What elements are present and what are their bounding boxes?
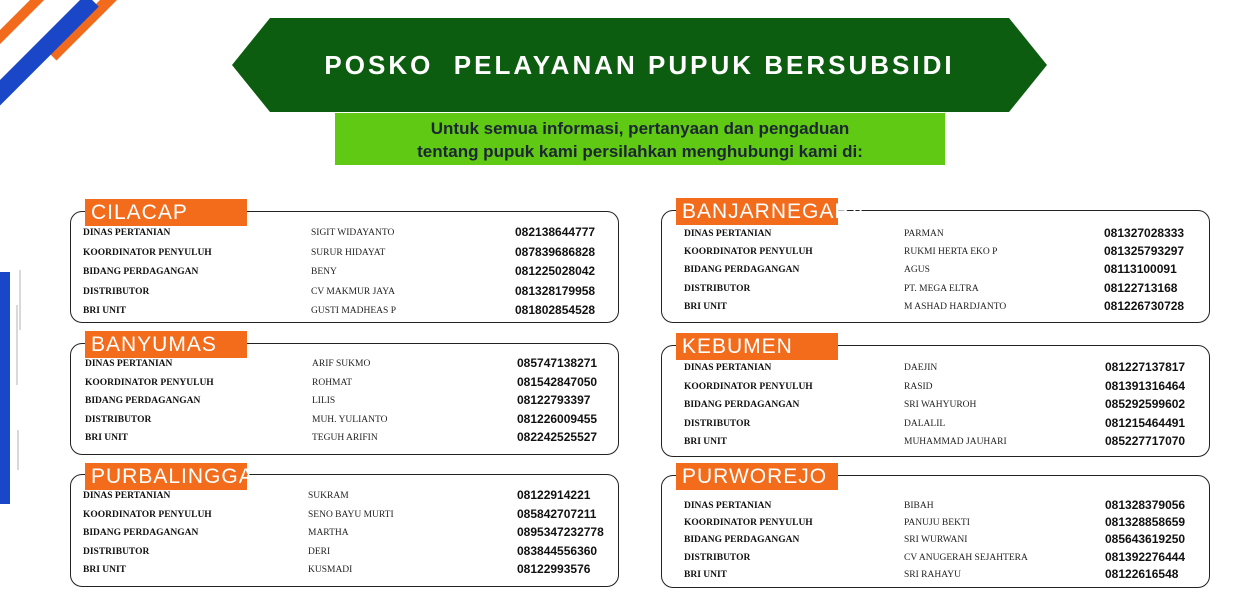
contact-row (71, 282, 618, 301)
region-card (70, 474, 619, 587)
contact-phone: 081327028333 (1104, 226, 1185, 240)
corner-decoration (0, 0, 120, 90)
contact-role: BRI UNIT (684, 437, 728, 448)
contact-phone: 085227717070 (1105, 434, 1186, 449)
contact-phone: 081215464491 (1105, 415, 1186, 430)
contact-role: BIDANG PERDAGANGAN (83, 267, 199, 278)
contact-person: ARIF SUKMO (312, 359, 371, 369)
contact-phone: 08122713168 (1104, 280, 1178, 295)
contact-row (71, 542, 618, 561)
title-banner (232, 18, 1047, 112)
contact-phone: 0895347232778 (517, 525, 604, 540)
contact-role: DISTRIBUTOR (684, 552, 751, 563)
contact-phone: 081325793297 (1104, 244, 1185, 259)
region-card (661, 475, 1210, 588)
contact-role: DISTRIBUTOR (83, 286, 150, 297)
region-label: BANJARNEGARA (676, 198, 838, 225)
contact-role: BIDANG PERDAGANGAN (684, 535, 800, 546)
contact-person: BENY (311, 267, 337, 278)
contact-row (662, 414, 1209, 433)
contact-person: CV MAKMUR JAYA (311, 286, 395, 297)
info-text-line-2: tentang pupuk kami persilahkan menghubungi kami di: (417, 142, 863, 161)
contact-phone: 081328858659 (1105, 515, 1186, 530)
contact-person: CV ANUGERAH SEJAHTERA (904, 552, 1028, 563)
contact-row (71, 391, 618, 410)
contact-person: PANUJU BEKTI (904, 518, 970, 529)
region-label: PURBALINGGA (85, 463, 247, 490)
region-card (70, 343, 619, 455)
contact-phone: 081391316464 (1105, 378, 1186, 393)
contact-person: SENO BAYU MURTI (308, 509, 394, 520)
contact-person: MUH. YULIANTO (312, 414, 388, 425)
contact-role: BRI UNIT (684, 301, 728, 312)
contact-role: KOORDINATOR PENYULUH (684, 247, 813, 258)
left-accent-bar (0, 272, 10, 504)
contact-phone: 082138644777 (515, 225, 596, 239)
contact-row (662, 548, 1209, 567)
contact-person: BIBAH (904, 501, 934, 511)
contact-role: BIDANG PERDAGANGAN (684, 400, 800, 411)
contact-row (71, 373, 618, 392)
contact-row (71, 410, 618, 429)
info-text-line-1: Untuk semua informasi, pertanyaan dan pengaduan (430, 119, 850, 138)
contact-row (71, 428, 618, 447)
contact-role: DISTRIBUTOR (83, 546, 150, 557)
contact-phone: 083844556360 (517, 543, 598, 558)
contact-person: SRI RAHAYU (904, 569, 961, 580)
contact-row (71, 523, 618, 542)
contact-row (662, 513, 1209, 532)
contact-role: KOORDINATOR PENYULUH (85, 377, 214, 388)
divider-line (16, 305, 18, 385)
contact-phone: 085747138271 (517, 356, 598, 370)
contact-phone: 085643619250 (1105, 532, 1186, 547)
region-card (661, 345, 1210, 457)
contact-row (662, 565, 1209, 584)
contact-role: BRI UNIT (684, 569, 728, 580)
contact-row (662, 358, 1209, 377)
contact-row (71, 560, 618, 579)
contact-role: DISTRIBUTOR (85, 414, 152, 425)
contact-phone: 081392276444 (1105, 549, 1186, 564)
contact-person: SUKRAM (308, 491, 349, 501)
contact-phone: 08122616548 (1105, 566, 1179, 581)
contact-person: DERI (308, 546, 331, 557)
contact-phone: 081225028042 (515, 264, 596, 279)
contact-role: DINAS PERTANIAN (684, 501, 772, 511)
contact-role: DINAS PERTANIAN (684, 229, 772, 239)
info-banner (335, 113, 945, 165)
contact-phone: 085842707211 (517, 506, 597, 521)
contact-phone: 081328179958 (515, 283, 596, 298)
contact-person: TEGUH ARIFIN (312, 433, 378, 444)
contact-role: BIDANG PERDAGANGAN (85, 396, 201, 407)
contact-row (71, 243, 618, 262)
contact-row (662, 297, 1209, 316)
contact-row (662, 530, 1209, 549)
contact-role: BRI UNIT (83, 306, 127, 317)
contact-person: ROHMAT (312, 377, 353, 388)
contact-row (662, 224, 1209, 243)
contact-phone: 08122914221 (517, 488, 591, 502)
contact-role: DINAS PERTANIAN (684, 363, 772, 373)
contact-phone: 081227137817 (1105, 360, 1186, 374)
contact-phone: 08113100091 (1104, 262, 1177, 277)
contact-row (662, 242, 1209, 261)
contact-person: PT. MEGA ELTRA (904, 283, 979, 294)
contact-role: KOORDINATOR PENYULUH (83, 509, 212, 520)
contact-phone: 081802854528 (515, 303, 596, 318)
contact-phone: 081226009455 (517, 411, 598, 426)
contact-person: SRI WAHYUROH (904, 400, 977, 411)
contact-role: DISTRIBUTOR (684, 283, 751, 294)
divider-line (19, 270, 21, 330)
region-label: CILACAP (85, 199, 247, 226)
contact-person: LILIS (312, 396, 336, 407)
contact-role: BRI UNIT (83, 565, 127, 576)
contact-phone: 08122793397 (517, 393, 591, 408)
contact-phone: 081226730728 (1104, 298, 1185, 313)
contact-row (71, 262, 618, 281)
contact-row (662, 395, 1209, 414)
region-card (661, 210, 1210, 323)
divider-line (17, 430, 19, 470)
contact-phone: 081542847050 (517, 374, 598, 389)
contact-row (662, 496, 1209, 515)
contact-person: RASID (904, 381, 933, 392)
contact-role: KOORDINATOR PENYULUH (684, 381, 813, 392)
contact-row (662, 377, 1209, 396)
contact-person: MUHAMMAD JAUHARI (904, 437, 1007, 448)
contact-person: M ASHAD HARDJANTO (904, 301, 1007, 312)
region-label: KEBUMEN (676, 333, 838, 360)
contact-role: BIDANG PERDAGANGAN (684, 265, 800, 276)
contact-phone: 082242525527 (517, 430, 598, 445)
contact-role: BIDANG PERDAGANGAN (83, 528, 199, 539)
contact-person: MARTHA (308, 528, 349, 539)
contact-person: RUKMI HERTA EKO P (904, 247, 998, 258)
contact-phone: 087839686828 (515, 244, 596, 259)
contact-person: DAEJIN (904, 363, 938, 373)
contact-phone: 08122993576 (517, 562, 591, 577)
region-label: BANYUMAS (85, 331, 247, 358)
contact-row (662, 279, 1209, 298)
contact-role: BRI UNIT (85, 433, 129, 444)
contact-person: GUSTI MADHEAS P (311, 306, 396, 317)
contact-role: DINAS PERTANIAN (85, 359, 173, 369)
region-label: PURWOREJO (676, 463, 838, 490)
contact-role: DINAS PERTANIAN (83, 491, 171, 501)
contact-row (71, 505, 618, 524)
contact-person: PARMAN (904, 229, 944, 239)
contact-row (662, 432, 1209, 451)
contact-role: DISTRIBUTOR (684, 418, 751, 429)
contact-phone: 081328379056 (1105, 498, 1186, 512)
contact-role: KOORDINATOR PENYULUH (83, 247, 212, 258)
contact-person: AGUS (904, 265, 930, 276)
contact-role: KOORDINATOR PENYULUH (684, 518, 813, 529)
contact-person: DALALIL (904, 418, 946, 429)
contact-person: KUSMADI (308, 565, 353, 576)
contact-row (662, 260, 1209, 279)
page-title: POSKO PELAYANAN PUPUK BERSUBSIDI (324, 50, 955, 80)
contact-role: DINAS PERTANIAN (83, 228, 171, 238)
contact-row (71, 301, 618, 320)
region-card (70, 211, 619, 323)
contact-person: SRI WURWANI (904, 535, 968, 546)
contact-person: SURUR HIDAYAT (311, 247, 386, 258)
contact-phone: 085292599602 (1105, 397, 1186, 412)
contact-person: SIGIT WIDAYANTO (311, 228, 395, 238)
